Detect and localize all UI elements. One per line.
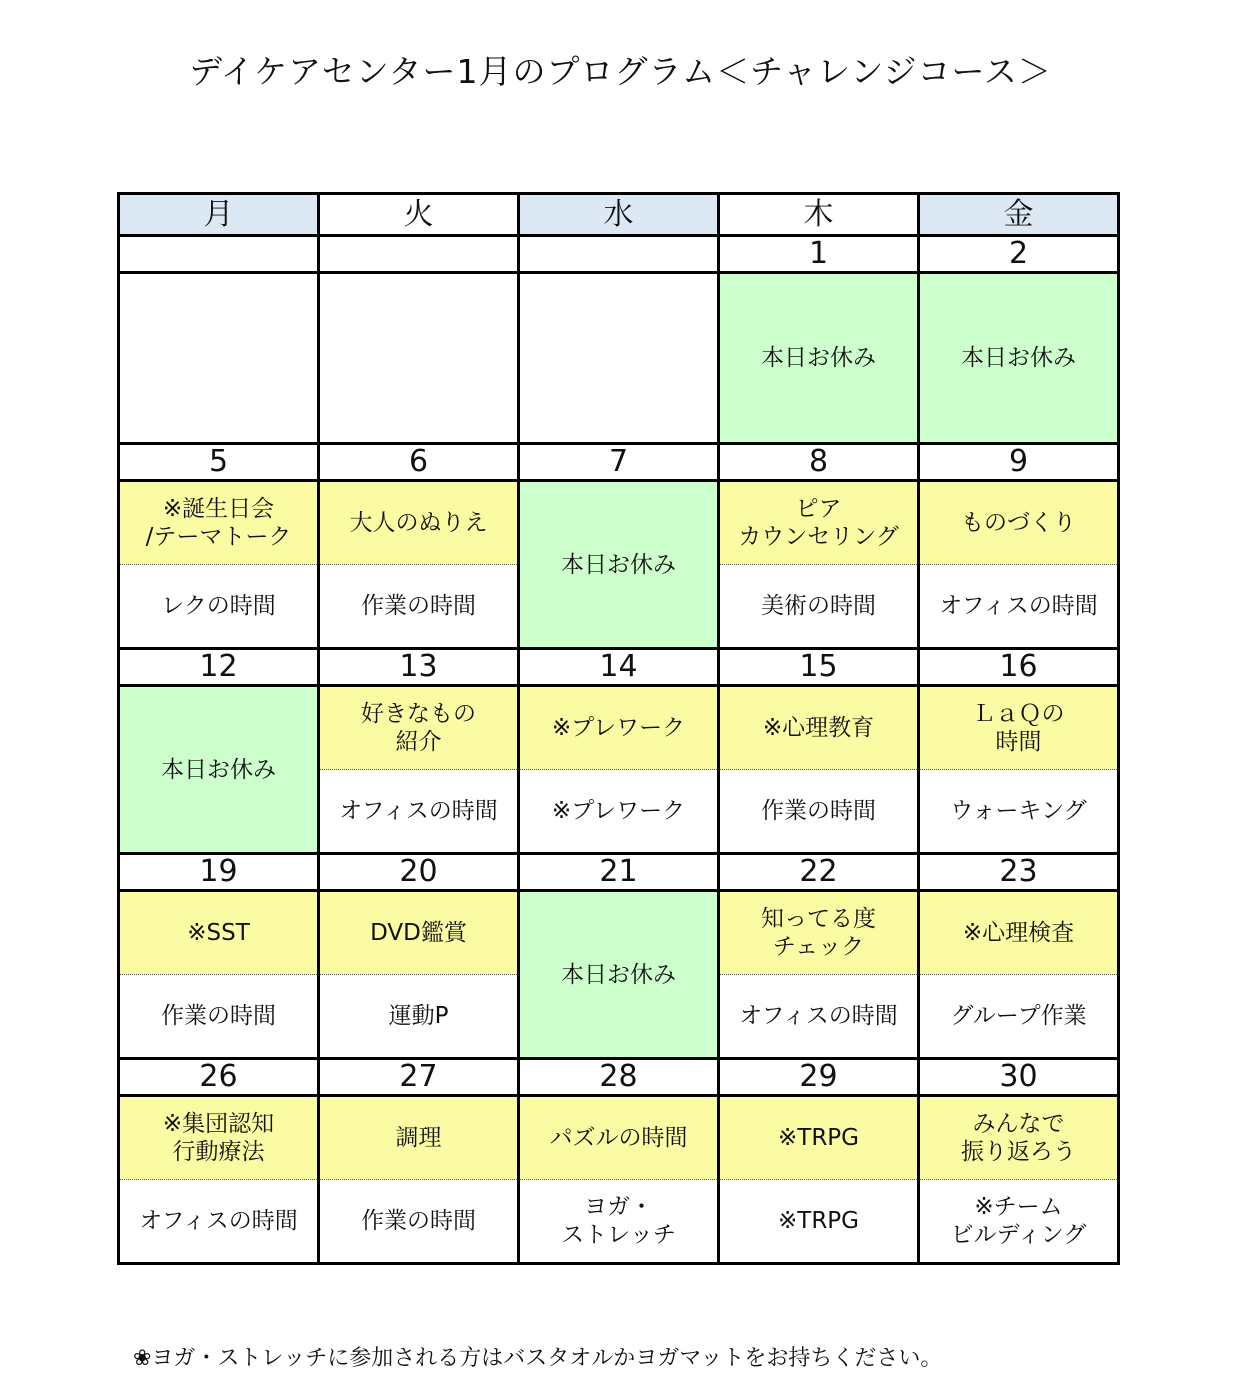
pm-program-cell: ※TRPG xyxy=(719,1180,919,1264)
empty-day-cell xyxy=(119,273,319,444)
am-program-cell: ピア カウンセリング xyxy=(719,481,919,565)
date-cell: 29 xyxy=(719,1059,919,1096)
date-cell: 8 xyxy=(719,444,919,481)
weekday-tue: 火 xyxy=(319,194,519,236)
pm-program-cell: 運動P xyxy=(319,975,519,1059)
am-program-cell: パズルの時間 xyxy=(519,1096,719,1180)
am-program-cell: 好きなもの 紹介 xyxy=(319,686,519,770)
page-title: デイケアセンター1月のプログラム＜チャレンジコース＞ xyxy=(189,52,1052,91)
am-program-cell: ※TRPG xyxy=(719,1096,919,1180)
closed-day-cell: 本日お休み xyxy=(919,273,1119,444)
date-cell: 12 xyxy=(119,649,319,686)
date-cell: 7 xyxy=(519,444,719,481)
date-cell: 23 xyxy=(919,854,1119,891)
closed-day-cell: 本日お休み xyxy=(519,891,719,1059)
am-program-cell: 調理 xyxy=(319,1096,519,1180)
date-cell: 14 xyxy=(519,649,719,686)
weekday-fri: 金 xyxy=(919,194,1119,236)
date-cell xyxy=(319,236,519,273)
pm-program-cell: 作業の時間 xyxy=(119,975,319,1059)
pm-program-cell: ヨガ・ ストレッチ xyxy=(519,1180,719,1264)
closed-day-cell: 本日お休み xyxy=(119,686,319,854)
am-program-cell: ものづくり xyxy=(919,481,1119,565)
closed-day-cell: 本日お休み xyxy=(719,273,919,444)
am-program-row xyxy=(119,481,1119,565)
date-cell xyxy=(119,236,319,273)
am-program-row xyxy=(119,1096,1119,1180)
pm-program-cell: 作業の時間 xyxy=(319,1180,519,1264)
date-cell: 20 xyxy=(319,854,519,891)
am-program-cell: ※集団認知 行動療法 xyxy=(119,1096,319,1180)
date-row xyxy=(119,1059,1119,1096)
am-program-cell: ※プレワーク xyxy=(519,686,719,770)
date-row xyxy=(119,854,1119,891)
empty-day-cell xyxy=(319,273,519,444)
date-cell: 6 xyxy=(319,444,519,481)
am-program-cell: 知ってる度 チェック xyxy=(719,891,919,975)
weekday-header-row xyxy=(119,194,1119,236)
date-row xyxy=(119,444,1119,481)
weekday-mon: 月 xyxy=(119,194,319,236)
am-program-cell: DVD鑑賞 xyxy=(319,891,519,975)
am-program-cell: ※誕生日会 /テーマトーク xyxy=(119,481,319,565)
date-cell xyxy=(519,236,719,273)
am-program-row xyxy=(119,891,1119,975)
am-program-row xyxy=(119,686,1119,770)
empty-day-cell xyxy=(519,273,719,444)
weekday-thu: 木 xyxy=(719,194,919,236)
date-cell: 16 xyxy=(919,649,1119,686)
date-row xyxy=(119,649,1119,686)
am-program-cell: 大人のぬりえ xyxy=(319,481,519,565)
pm-program-cell: 作業の時間 xyxy=(719,770,919,854)
date-cell: 19 xyxy=(119,854,319,891)
date-cell: 26 xyxy=(119,1059,319,1096)
am-program-cell: みんなで 振り返ろう xyxy=(919,1096,1119,1180)
pm-program-cell: レクの時間 xyxy=(119,565,319,649)
program-calendar xyxy=(117,192,1120,1265)
date-cell: 1 xyxy=(719,236,919,273)
pm-program-cell: 美術の時間 xyxy=(719,565,919,649)
date-cell: 13 xyxy=(319,649,519,686)
date-cell: 22 xyxy=(719,854,919,891)
weekday-wed: 水 xyxy=(519,194,719,236)
am-program-cell: ※心理検査 xyxy=(919,891,1119,975)
date-cell: 27 xyxy=(319,1059,519,1096)
footnote: ❀ヨガ・ストレッチに参加される方はバスタオルかヨガマットをお持ちください。 xyxy=(133,1346,943,1371)
pm-program-cell: ※チーム ビルディング xyxy=(919,1180,1119,1264)
pm-program-cell: グループ作業 xyxy=(919,975,1119,1059)
am-program-cell: ※SST xyxy=(119,891,319,975)
date-cell: 15 xyxy=(719,649,919,686)
pm-program-cell: オフィスの時間 xyxy=(719,975,919,1059)
date-cell: 28 xyxy=(519,1059,719,1096)
date-cell: 9 xyxy=(919,444,1119,481)
pm-program-cell: オフィスの時間 xyxy=(319,770,519,854)
pm-program-cell: ウォーキング xyxy=(919,770,1119,854)
pm-program-cell: 作業の時間 xyxy=(319,565,519,649)
program-row xyxy=(119,273,1119,444)
date-cell: 5 xyxy=(119,444,319,481)
date-cell: 30 xyxy=(919,1059,1119,1096)
pm-program-row xyxy=(119,1180,1119,1264)
date-cell: 2 xyxy=(919,236,1119,273)
pm-program-cell: オフィスの時間 xyxy=(919,565,1119,649)
closed-day-cell: 本日お休み xyxy=(519,481,719,649)
pm-program-cell: ※プレワーク xyxy=(519,770,719,854)
date-cell: 21 xyxy=(519,854,719,891)
am-program-cell: ※心理教育 xyxy=(719,686,919,770)
date-row xyxy=(119,236,1119,273)
am-program-cell: ＬａＱの 時間 xyxy=(919,686,1119,770)
pm-program-cell: オフィスの時間 xyxy=(119,1180,319,1264)
